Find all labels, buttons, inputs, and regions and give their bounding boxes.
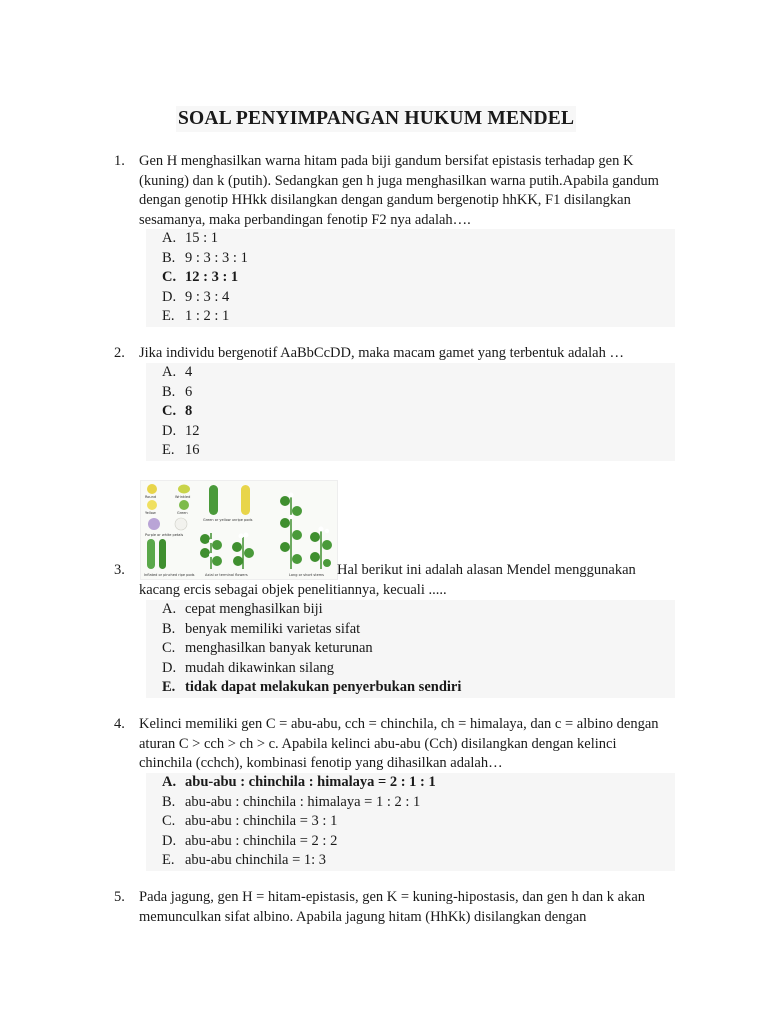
option-letter: E. [162,852,175,868]
options-list [146,600,675,698]
question-number: 5. [114,889,125,905]
option-text: tidak dapat melakukan penyerbukan sendiri [185,679,462,695]
option-letter: B. [162,620,176,637]
option-letter: D. [162,659,177,676]
option-b[interactable] [146,620,675,640]
seed-wrinkled-icon [178,485,190,494]
question-number: 4. [114,716,125,732]
option-d[interactable] [146,832,675,852]
label-petals: Purple or white petals [145,533,184,537]
options-list [146,229,675,327]
option-text: 1 : 2 : 1 [185,308,230,324]
option-a[interactable] [146,363,675,383]
seed-yellow-icon [147,500,157,510]
option-text: abu-abu : chinchila = 3 : 1 [185,813,338,829]
option-letter: D. [162,288,177,305]
option-d[interactable] [146,288,675,308]
option-letter: E. [162,679,176,695]
pod-green-icon [209,485,218,515]
plant-long-stem-icon [280,493,302,570]
option-text: cepat menghasilkan biji [185,601,323,617]
plant-axial-icon [200,533,222,569]
seed-round-icon [147,484,157,494]
page-title: SOAL PENYIMPANGAN HUKUM MENDEL [176,106,576,132]
question-text: Pada jagung, gen H = hitam-epistasis, gen K = kuning-hipostasis, dan gen h dan k akan memunculkan sifat albino. Apabila jagung hitam (HhKk) disilangkan dengan [139,889,646,925]
option-c[interactable] [146,639,675,659]
petal-purple-icon [148,518,160,530]
label-flowers: Axial or terminal flowers [205,573,248,577]
option-letter: B. [162,793,176,810]
option-text: menghasilkan banyak keturunan [185,640,373,656]
option-c[interactable] [146,268,675,288]
question-text: Gen H menghasilkan warna hitam pada biji gandum bersifat epistasis terhadap gen K (kuning) dan k (putih). Sedangkan gen h juga menghasilkan warna putih.Apabila gandum dengan genotip HHkk disilangkan dengan gandum bergenotip hhKK, F1 disilangkan sesamanya, maka perbandingan fenotip F2 nya adalah…. [139,153,659,228]
option-e[interactable] [146,441,675,461]
option-text: 16 [185,442,200,458]
plant-terminal-icon [232,533,254,570]
option-text: 15 : 1 [185,230,219,246]
option-e[interactable] [146,678,675,698]
option-letter: A. [162,230,177,246]
option-c[interactable] [146,812,675,832]
pea-traits-illustration [141,481,337,579]
label-wrinkled: Wrinkled [175,495,191,499]
option-letter: E. [162,442,175,458]
option-letter: D. [162,832,177,849]
option-a[interactable] [146,600,675,620]
option-text: benyak memiliki varietas sifat [185,620,361,637]
option-text: 8 [185,403,193,419]
petal-white-icon [175,518,187,530]
label-stems: Long or short stems [289,573,324,577]
option-text: abu-abu chinchila = 1: 3 [185,852,327,868]
option-letter: C. [162,813,176,829]
option-letter: A. [162,601,177,617]
label-yellow: Yellow [145,511,156,515]
pea-traits-figure [140,480,338,580]
option-text: 9 : 3 : 4 [185,288,230,305]
option-letter: B. [162,383,176,400]
question-number: 1. [114,153,125,169]
option-text: 12 : 3 : 1 [185,269,239,285]
option-b[interactable] [146,383,675,403]
option-b[interactable] [146,793,675,813]
question-text: Kelinci memiliki gen C = abu-abu, cch = chinchila, ch = himalaya, dan c = albino dengan aturan C > cch > ch > c. Apabila kelinci abu-abu (Cch) disilangkan dengan kelinci chinchila (cchch), kombinasi fenotip yang dihasilkan adalah… [139,716,659,771]
pod-pinched-icon [159,539,166,569]
option-text: mudah dikawinkan silang [185,659,335,676]
option-text: 6 [185,383,193,400]
option-letter: E. [162,308,175,324]
options-list [146,363,675,461]
pod-yellow-icon [241,485,250,515]
option-letter: D. [162,422,177,439]
question-text: Jika individu bergenotif AaBbCcDD, maka macam gamet yang terbentuk adalah … [139,345,624,361]
question-text: Hal berikut ini adalah alasan Mendel menggunakan [337,562,636,578]
option-letter: A. [162,364,177,380]
question-text-continued: kacang ercis sebagai objek penelitiannya, kecuali ..... [139,582,447,598]
label-green: Green [177,511,188,515]
option-a[interactable] [146,229,675,249]
pod-inflated-icon [147,539,155,569]
option-text: 12 [185,422,200,439]
label-ripe-pods: Inflated or pinched ripe pods [144,573,195,577]
seed-green-icon [179,500,189,510]
option-text: 9 : 3 : 3 : 1 [185,249,248,266]
option-e[interactable] [146,307,675,327]
option-letter: C. [162,640,176,656]
options-list [146,773,675,871]
option-text: abu-abu : chinchila = 2 : 2 [185,832,338,849]
option-letter: B. [162,249,176,266]
option-d[interactable] [146,659,675,679]
option-b[interactable] [146,249,675,269]
option-letter: A. [162,774,177,790]
option-letter: C. [162,403,177,419]
label-unripe-pods: Green or yellow unripe pods [203,518,253,522]
option-text: abu-abu : chinchila : himalaya = 1 : 2 : 1 [185,793,421,810]
question-number: 2. [114,345,125,361]
option-text: abu-abu : chinchila : himalaya = 2 : 1 : 1 [185,774,436,790]
option-d[interactable] [146,422,675,442]
option-e[interactable] [146,851,675,871]
label-round: Round [145,495,157,499]
option-text: 4 [185,364,193,380]
option-a[interactable] [146,773,675,793]
option-letter: C. [162,269,177,285]
option-c[interactable] [146,402,675,422]
question-number: 3. [114,562,125,578]
plant-short-stem-icon [310,527,332,570]
